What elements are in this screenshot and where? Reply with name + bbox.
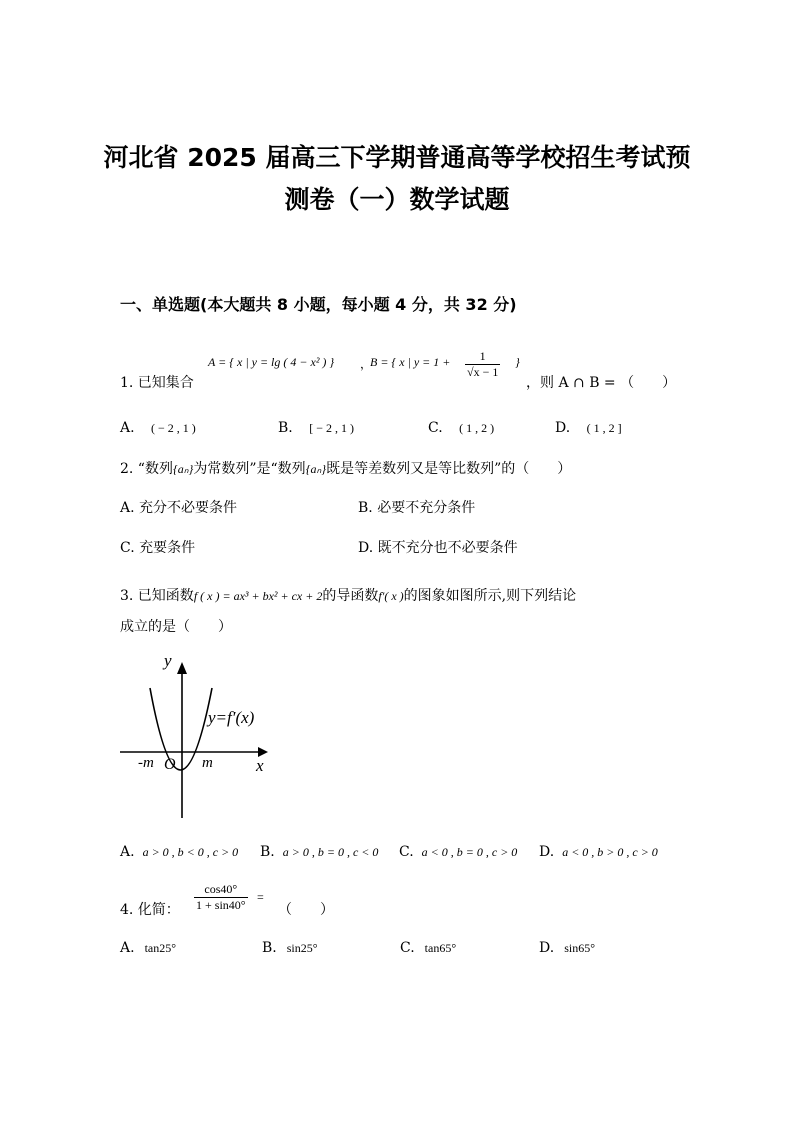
- x-axis-label: x: [256, 756, 264, 775]
- q1-suffix: ，则 A ∩ B = （ ）: [526, 375, 677, 391]
- q3-text-a: 3. 已知函数: [120, 588, 194, 604]
- q2-text-a: 2. “数列: [120, 461, 173, 477]
- q4-option-b[interactable]: [262, 940, 318, 956]
- option-label: B.: [358, 500, 373, 516]
- option-value: tan65°: [424, 941, 457, 955]
- option-label: A.: [120, 420, 135, 436]
- option-label: A.: [120, 844, 135, 860]
- option-label: D.: [539, 940, 555, 956]
- q3-function: f ( x ) = ax³ + bx² + cx + 2: [193, 589, 323, 603]
- option-value: ( 1 , 2 ]: [586, 421, 622, 435]
- q1-set-a: A = { x | y = lg ( 4 − x² ) }: [208, 355, 335, 369]
- option-label: D.: [358, 540, 374, 556]
- option-value: sin65°: [564, 941, 595, 955]
- q3-option-c[interactable]: [399, 844, 517, 860]
- option-label: B.: [278, 420, 293, 436]
- curve-label: y=f′(x): [208, 708, 255, 727]
- q4-paren: （ ）: [278, 902, 334, 918]
- question-2: [120, 458, 571, 478]
- q1-option-c[interactable]: [428, 420, 494, 436]
- q4-equals: =: [257, 890, 264, 904]
- q1-prefix: 1. 已知集合: [120, 375, 194, 391]
- q1-option-b[interactable]: [278, 420, 354, 436]
- q3-option-d[interactable]: [539, 844, 658, 860]
- q1-option-a[interactable]: [120, 420, 196, 436]
- option-value: a < 0 , b > 0 , c > 0: [562, 845, 658, 859]
- q2-option-d[interactable]: [358, 537, 518, 557]
- q1-set-b-tail: }: [515, 355, 520, 369]
- q2-text-c: 既是等差数列又是等比数列”的（ ）: [326, 461, 572, 477]
- q1-set-b-head: B = { x | y = 1 +: [370, 355, 451, 369]
- option-value: ( − 2 , 1 ): [151, 421, 196, 435]
- option-label: C.: [428, 420, 443, 436]
- page-title-line2: 测卷（一）数学试题: [284, 185, 510, 214]
- option-label: C.: [400, 940, 415, 956]
- q3-derivative: f′( x ): [378, 589, 404, 603]
- q4-option-a[interactable]: [120, 940, 176, 956]
- q1-option-d[interactable]: [555, 420, 622, 436]
- q1-comma: ，: [360, 357, 373, 371]
- option-label: C.: [399, 844, 414, 860]
- q1-set-b-fraction: [465, 349, 500, 380]
- q2-option-a[interactable]: [120, 497, 237, 517]
- pos-root-label: m: [202, 755, 213, 771]
- option-value: 充分不必要条件: [139, 500, 238, 516]
- q4-numerator: cos40°: [194, 882, 248, 898]
- y-axis-arrow: [177, 662, 187, 674]
- option-label: B.: [262, 940, 277, 956]
- q3-text-c: 的图象如图所示,则下列结论: [403, 588, 577, 604]
- q2-text-b: 为常数列”是“数列: [193, 461, 306, 477]
- option-label: D.: [555, 420, 571, 436]
- q4-option-c[interactable]: [400, 940, 456, 956]
- origin-label: O: [164, 756, 176, 773]
- option-label: B.: [260, 844, 275, 860]
- option-value: 既不充分也不必要条件: [377, 540, 518, 556]
- option-value: a < 0 , b = 0 , c > 0: [421, 845, 518, 859]
- q4-denominator: 1 + sin40°: [196, 898, 246, 912]
- option-label: A.: [120, 940, 135, 956]
- question-3: [120, 585, 576, 605]
- option-value: sin25°: [286, 941, 318, 955]
- q4-option-d[interactable]: [539, 940, 595, 956]
- y-axis-label: y: [164, 652, 172, 670]
- option-value: 必要不充分条件: [377, 500, 476, 516]
- option-value: 充要条件: [139, 540, 196, 556]
- option-value: a > 0 , b = 0 , c < 0: [282, 845, 379, 859]
- q3-text-b: 的导函数: [322, 588, 379, 604]
- q2-sequence-1: {aₙ}: [172, 462, 194, 476]
- q3-line2: 成立的是（ ）: [120, 619, 232, 635]
- option-value: a > 0 , b < 0 , c > 0: [142, 845, 239, 859]
- option-label: D.: [539, 844, 555, 860]
- q3-derivative-graph: [118, 652, 278, 822]
- section-heading: 一、单选题(本大题共 8 小题，每小题 4 分，共 32 分): [120, 295, 517, 314]
- q1-set-b-numerator: 1: [465, 349, 500, 365]
- q3-option-b[interactable]: [260, 844, 378, 860]
- q3-option-a[interactable]: [120, 844, 238, 860]
- option-value: tan25°: [144, 941, 177, 955]
- q2-option-c[interactable]: [120, 537, 195, 557]
- q4-fraction: [194, 882, 248, 913]
- q2-option-b[interactable]: [358, 497, 475, 517]
- option-value: ( 1 , 2 ): [459, 421, 495, 435]
- option-label: C.: [120, 540, 135, 556]
- option-value: [ − 2 , 1 ): [309, 421, 354, 435]
- page-title-line1: 河北省 2025 届高三下学期普通高等学校招生考试预: [103, 143, 691, 172]
- option-label: A.: [120, 500, 135, 516]
- q4-prefix: 4. 化简：: [120, 902, 180, 918]
- q1-set-b-denominator: √x − 1: [467, 365, 499, 379]
- neg-root-label: -m: [138, 755, 154, 771]
- q2-sequence-2: {aₙ}: [305, 462, 327, 476]
